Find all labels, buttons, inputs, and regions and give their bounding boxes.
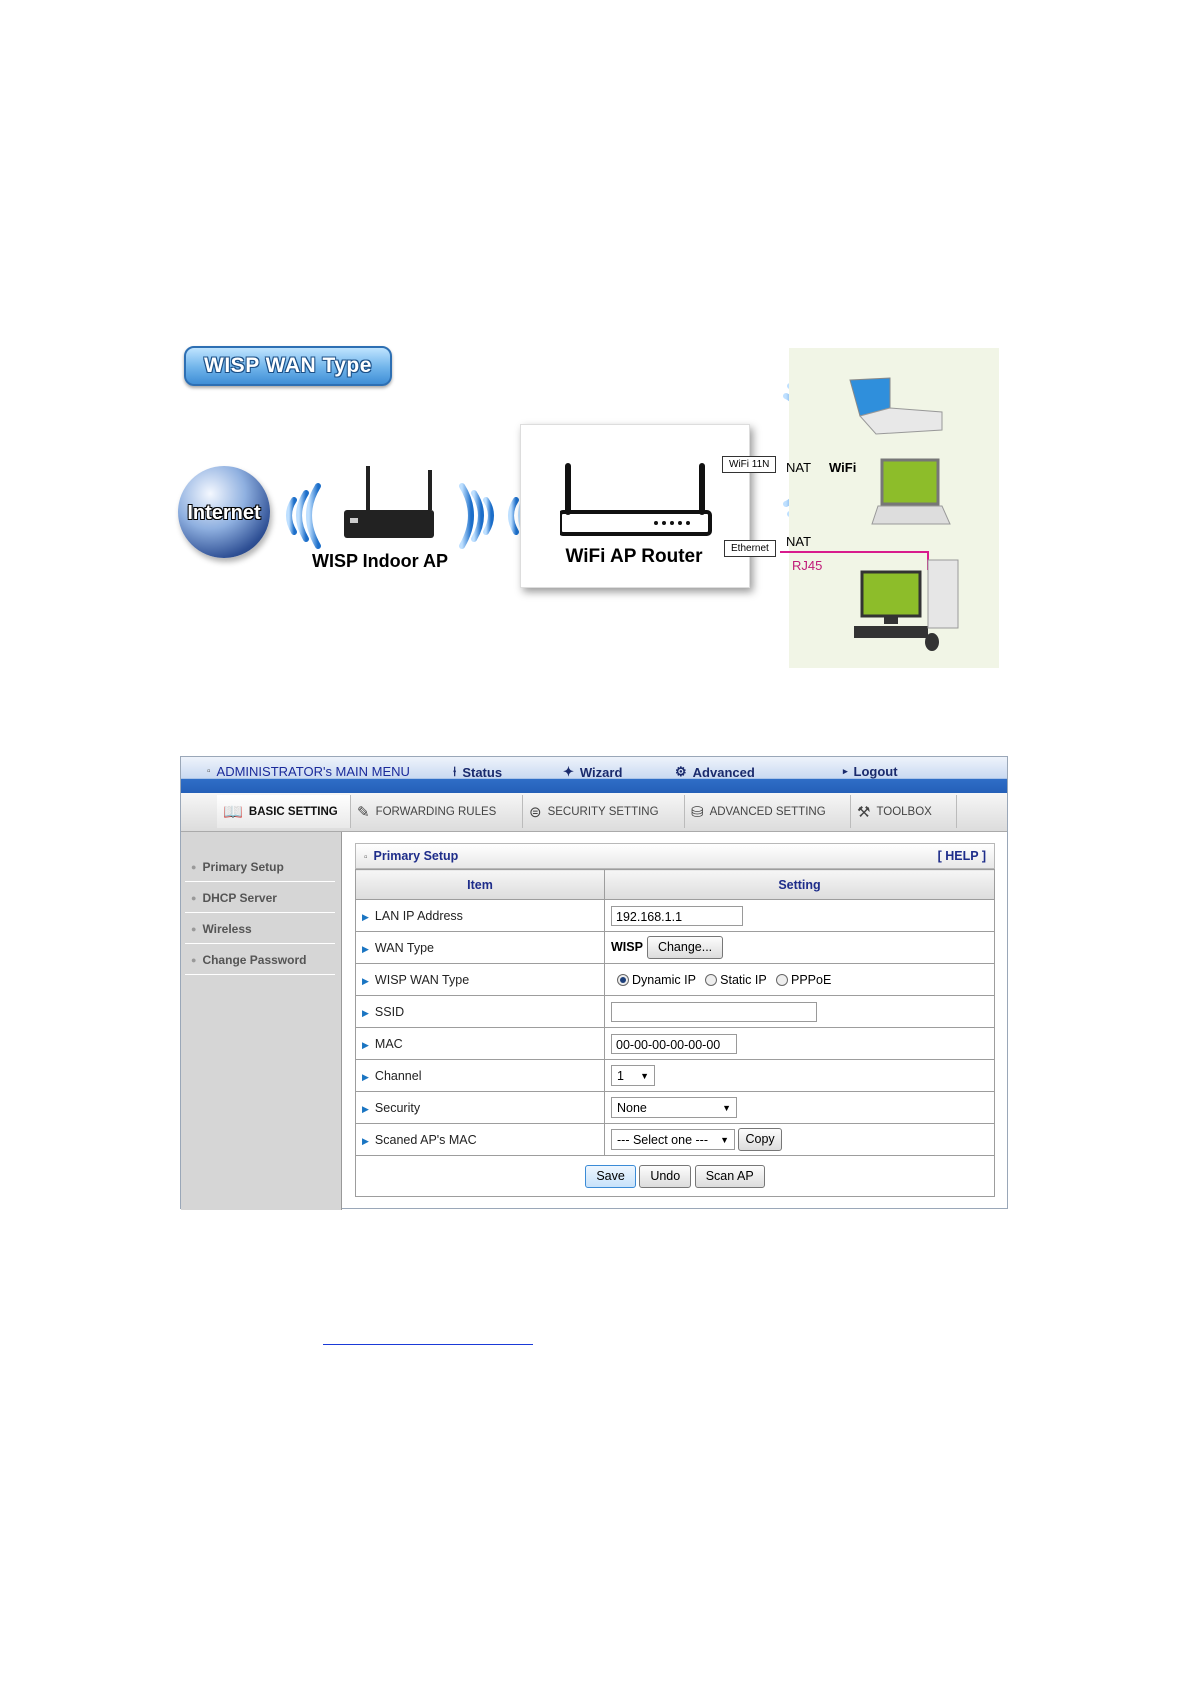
tab-bar bbox=[181, 793, 1007, 832]
scaned-ap-select[interactable] bbox=[611, 1129, 735, 1150]
menu-wizard-label: Wizard bbox=[579, 764, 623, 780]
admin-main-menu-label: ADMINISTRATOR's MAIN MENU bbox=[216, 764, 410, 779]
col-item-header: Item bbox=[356, 870, 605, 900]
table-header-row bbox=[356, 870, 995, 900]
table-row bbox=[356, 964, 995, 996]
bullet-icon: ● bbox=[191, 892, 197, 903]
tab-basic-setting[interactable] bbox=[217, 795, 351, 828]
advanced-icon: ⚙ bbox=[675, 764, 687, 779]
bullet-icon: ● bbox=[191, 954, 197, 965]
menu-status-label: Status bbox=[462, 764, 503, 780]
tab-toolbox-label: TOOLBOX bbox=[876, 805, 932, 818]
toolbox-icon: ⚒ bbox=[857, 803, 871, 821]
tab-security-setting[interactable] bbox=[523, 795, 685, 828]
sidebar-item-label: DHCP Server bbox=[202, 890, 277, 905]
square-bullet-icon: ▫ bbox=[364, 852, 368, 863]
client-devices-graphic bbox=[780, 360, 1000, 660]
table-row bbox=[356, 996, 995, 1028]
arrow-icon: ▶ bbox=[362, 943, 369, 954]
mac-label: MAC bbox=[374, 1036, 403, 1051]
hyperlink-underline[interactable] bbox=[323, 1344, 533, 1345]
tab-basic-label: BASIC SETTING bbox=[248, 805, 338, 818]
status-person-icon: ⍿ bbox=[453, 764, 457, 779]
dynamic-ip-radio[interactable] bbox=[617, 974, 629, 986]
wan-type-label: WAN Type bbox=[374, 940, 434, 955]
square-bullet-icon: ▫ bbox=[207, 766, 211, 777]
dynamic-ip-label: Dynamic IP bbox=[632, 972, 696, 987]
tab-forwarding-rules[interactable] bbox=[351, 795, 523, 828]
sidebar-item-dhcp-server[interactable] bbox=[185, 883, 335, 913]
ssid-label: SSID bbox=[374, 1004, 405, 1019]
sidebar-item-label: Primary Setup bbox=[202, 859, 284, 874]
menu-advanced[interactable] bbox=[675, 764, 755, 780]
main-menubar bbox=[181, 757, 1007, 793]
copy-button[interactable]: Copy bbox=[738, 1128, 781, 1151]
bullet-icon: ● bbox=[191, 923, 197, 934]
security-value: None bbox=[617, 1100, 647, 1115]
security-icon: ⊜ bbox=[529, 803, 542, 821]
menu-status[interactable] bbox=[453, 764, 502, 780]
table-row bbox=[356, 1124, 995, 1156]
lan-ip-input[interactable]: 192.168.1.1 bbox=[611, 906, 743, 926]
security-select[interactable] bbox=[611, 1097, 737, 1118]
menu-logout-label: Logout bbox=[853, 764, 898, 779]
save-button[interactable]: Save bbox=[585, 1165, 636, 1188]
scan-ap-button[interactable]: Scan AP bbox=[695, 1165, 765, 1188]
table-row bbox=[356, 1060, 995, 1092]
wifi-ap-router-label: WiFi AP Router bbox=[565, 546, 703, 567]
channel-select[interactable] bbox=[611, 1065, 655, 1086]
panel-header bbox=[355, 843, 995, 869]
book-icon: 📖 bbox=[223, 803, 243, 821]
table-row bbox=[356, 1028, 995, 1060]
wizard-icon: ✦ bbox=[563, 764, 574, 779]
sidebar-item-label: Change Password bbox=[202, 952, 307, 967]
static-ip-label: Static IP bbox=[720, 972, 767, 987]
menu-logout[interactable] bbox=[843, 764, 898, 779]
dropdown-arrow-icon: ▼ bbox=[722, 1102, 731, 1113]
wifi-label: WiFi bbox=[829, 460, 857, 475]
pppoe-radio[interactable] bbox=[776, 974, 788, 986]
sidebar bbox=[181, 832, 342, 1210]
tab-forwarding-label: FORWARDING RULES bbox=[375, 805, 497, 818]
wifi-11n-port-label: WiFi 11N bbox=[722, 456, 776, 473]
tab-advanced-label: ADVANCED SETTING bbox=[709, 805, 826, 818]
arrow-icon: ▶ bbox=[362, 1135, 369, 1146]
table-row bbox=[356, 1092, 995, 1124]
rj45-label: RJ45 bbox=[792, 558, 823, 573]
change-button[interactable]: Change... bbox=[647, 936, 723, 959]
triangle-right-icon: ▸ bbox=[843, 766, 848, 776]
channel-label: Channel bbox=[374, 1068, 422, 1083]
menu-wizard[interactable] bbox=[563, 764, 622, 780]
bullet-icon: ● bbox=[191, 861, 197, 872]
panel-title: Primary Setup bbox=[373, 849, 459, 863]
arrow-icon: ▶ bbox=[362, 1103, 369, 1114]
nat-bottom-label: NAT bbox=[786, 534, 812, 549]
router-icon bbox=[560, 460, 720, 550]
advanced-setting-icon: ⛁ bbox=[691, 803, 704, 821]
sidebar-item-change-password[interactable] bbox=[185, 945, 335, 975]
sidebar-item-wireless[interactable] bbox=[185, 914, 335, 944]
mac-input[interactable]: 00-00-00-00-00-00 bbox=[611, 1034, 737, 1054]
security-label: Security bbox=[374, 1100, 421, 1115]
tab-toolbox[interactable] bbox=[851, 795, 957, 828]
lan-ip-label: LAN IP Address bbox=[374, 908, 463, 923]
ssid-input[interactable] bbox=[611, 1002, 817, 1022]
wisp-wan-type-badge: WISP WAN Type bbox=[184, 346, 392, 386]
laptop-icon bbox=[850, 378, 942, 434]
wisp-wan-type-label: WISP WAN Type bbox=[374, 972, 470, 987]
sidebar-item-primary-setup[interactable] bbox=[185, 852, 335, 882]
wisp-indoor-ap-label: WISP Indoor AP bbox=[311, 551, 448, 571]
wisp-diagram bbox=[0, 0, 1192, 700]
channel-value: 1 bbox=[617, 1068, 624, 1083]
internet-label: Internet bbox=[187, 502, 261, 524]
table-row bbox=[356, 932, 995, 964]
menu-advanced-label: Advanced bbox=[692, 764, 755, 780]
nat-top-label: NAT bbox=[786, 460, 812, 475]
arrow-icon: ▶ bbox=[362, 975, 369, 986]
arrow-icon: ▶ bbox=[362, 1039, 369, 1050]
sidebar-item-label: Wireless bbox=[202, 921, 252, 936]
forwarding-icon: ✎ bbox=[357, 803, 370, 821]
ethernet-port-label: Ethernet bbox=[724, 540, 776, 557]
scaned-ap-mac-label: Scaned AP's MAC bbox=[374, 1132, 477, 1147]
arrow-icon: ▶ bbox=[362, 1071, 369, 1082]
primary-setup-panel bbox=[355, 843, 995, 1197]
router-admin-page bbox=[180, 756, 1008, 1209]
help-link[interactable]: [ HELP ] bbox=[937, 849, 986, 863]
table-row bbox=[356, 900, 995, 932]
dropdown-arrow-icon: ▼ bbox=[720, 1134, 729, 1145]
arrow-icon: ▶ bbox=[362, 1007, 369, 1018]
scaned-ap-value: --- Select one --- bbox=[617, 1132, 708, 1147]
wan-type-value: WISP bbox=[611, 939, 643, 954]
tab-security-label: SECURITY SETTING bbox=[547, 805, 659, 818]
pppoe-label: PPPoE bbox=[790, 972, 832, 987]
admin-main-menu-link[interactable] bbox=[207, 764, 410, 779]
button-row bbox=[356, 1156, 995, 1197]
dropdown-arrow-icon: ▼ bbox=[640, 1070, 649, 1081]
static-ip-radio[interactable] bbox=[705, 974, 717, 986]
tab-advanced-setting[interactable] bbox=[685, 795, 851, 828]
col-setting-header: Setting bbox=[605, 870, 995, 900]
settings-table bbox=[355, 869, 995, 1197]
wifi-waves-graphic bbox=[0, 0, 1192, 700]
arrow-icon: ▶ bbox=[362, 911, 369, 922]
undo-button[interactable]: Undo bbox=[639, 1165, 691, 1188]
